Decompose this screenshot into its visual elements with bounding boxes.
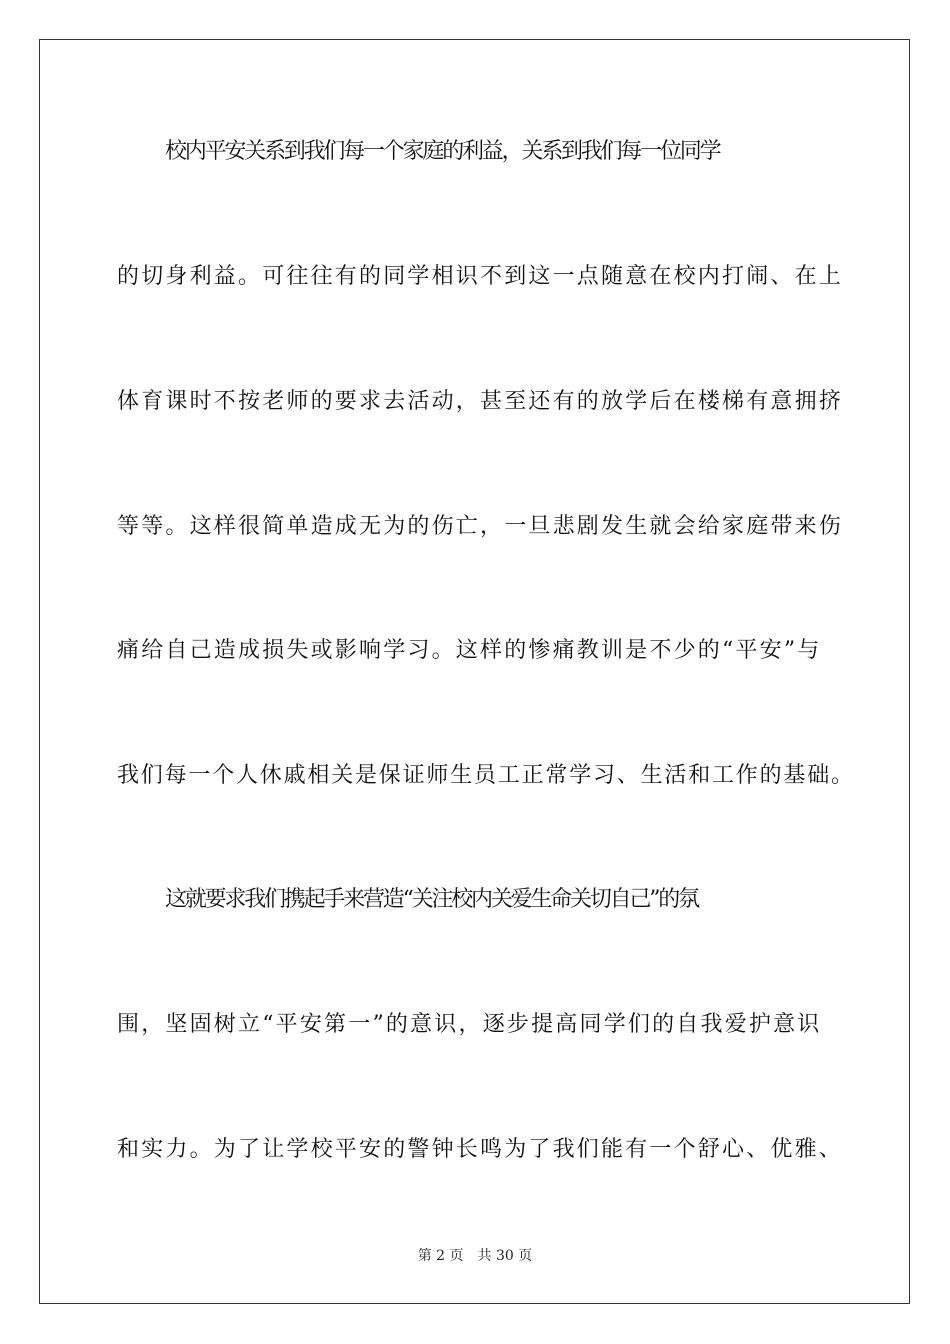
paragraph-1-line-4: 等等。这样很简单造成无为的伤亡，一旦悲剧发生就会给家庭带来伤 xyxy=(117,514,844,539)
paragraph-2-line-3: 和实力。为了让学校平安的警钟长鸣为了我们能有一个舒心、优雅、 xyxy=(117,1137,844,1162)
paragraph-1-line-1: 校内平安关系到我们每一个家庭的利益，关系到我们每一位同学 xyxy=(165,139,720,164)
paragraph-2-line-1: 这就要求我们携起手来营造“关注校内关爱生命关切自己”的氛 xyxy=(165,887,698,912)
paragraph-1-line-5: 痛给自己造成损失或影响学习。这样的惨痛教训是不少的“平安”与 xyxy=(117,638,822,663)
page-footer xyxy=(0,1247,950,1265)
page-number: 第 2 页 xyxy=(417,1248,464,1264)
paragraph-2-line-2: 围，坚固树立“平安第一”的意识，逐步提高同学们的自我爱护意识 xyxy=(117,1012,822,1037)
paragraph-1-line-6: 我们每一个人休戚相关是保证师生员工正常学习、生活和工作的基础。 xyxy=(117,763,855,788)
page-border xyxy=(39,39,910,1304)
paragraph-1-line-3: 体育课时不按老师的要求去活动，甚至还有的放学后在楼梯有意拥挤 xyxy=(117,389,844,414)
page-total: 共 30 页 xyxy=(477,1248,533,1264)
paragraph-1-line-2: 的切身利益。可往往有的同学相识不到这一点随意在校内打闹、在上 xyxy=(117,264,844,289)
